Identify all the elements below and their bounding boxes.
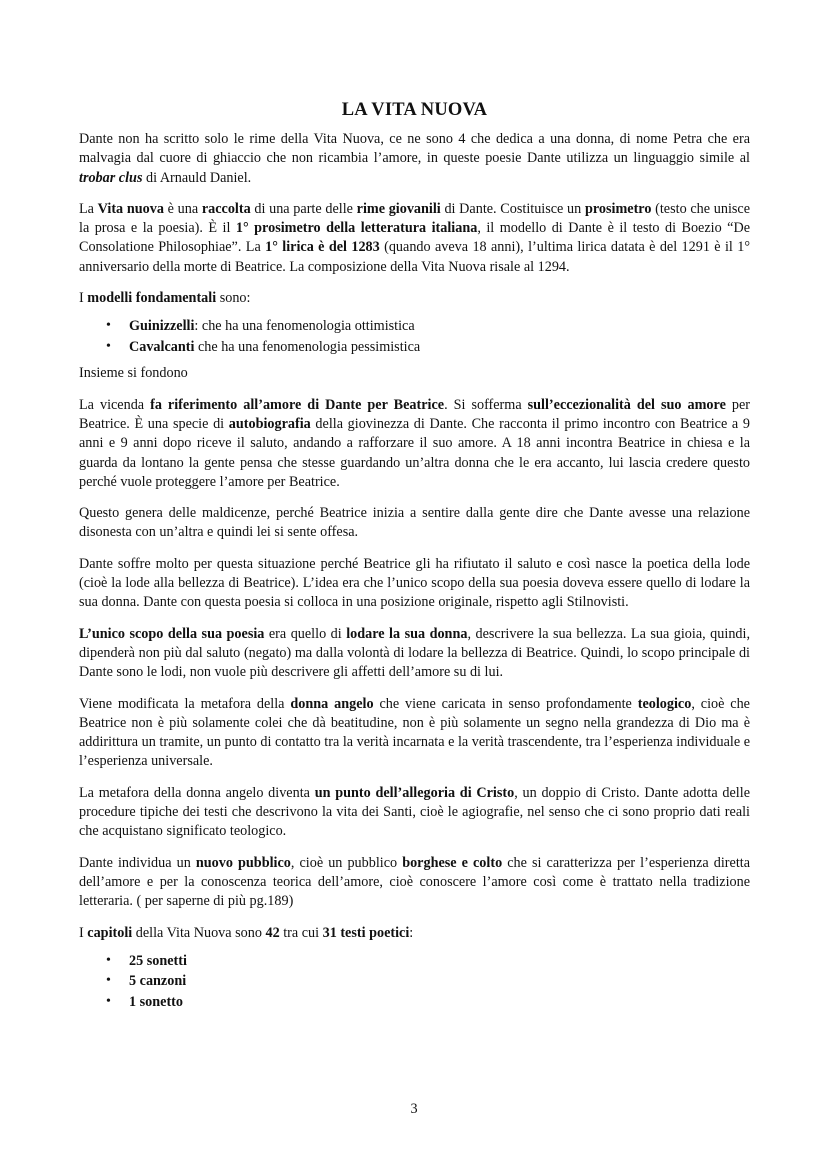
- bold-text: borghese e colto: [402, 854, 503, 871]
- bold-text: prosimetro: [584, 200, 652, 217]
- text-run: . Si sofferma: [444, 396, 528, 413]
- text-run: Viene modificata la metafora della: [79, 695, 291, 712]
- text-run: della Vita Nuova sono: [132, 924, 266, 941]
- text-run: Insieme si fondono: [79, 365, 188, 382]
- bold-text: L’unico scopo della sua poesia: [79, 625, 265, 642]
- text-run: La metafora della donna angelo diventa: [79, 784, 315, 801]
- body-top: [79, 130, 750, 308]
- text-run: è una: [163, 200, 202, 217]
- bold-text: trobar clus: [79, 169, 143, 186]
- bold-text: fa riferimento all’amore di Dante per Beatrice: [150, 396, 445, 413]
- text-run: che si caratterizza per l’esperienza diretta dell’amore e per la conoscenza teorica dell’amore, cioè conoscere l’amore così come è trattato nella tradizione letteraria. ( per saperne di più pg.189): [79, 854, 751, 910]
- bold-text: 5 canzoni: [129, 973, 187, 990]
- body-bottom: [79, 364, 750, 942]
- paragraph: [79, 364, 750, 383]
- bold-text: sull’eccezionalità del suo amore: [527, 396, 726, 413]
- text-run: di Arnauld Daniel.: [142, 169, 252, 186]
- text-run: che viene caricata in senso profondamente: [373, 695, 638, 712]
- list-item: [79, 337, 750, 358]
- text-run: di Dante. Costituisce un: [440, 200, 585, 217]
- bold-text: 25 sonetti: [129, 952, 187, 969]
- bold-text: 31 testi poetici: [322, 924, 410, 941]
- text-run: (quando aveva 18 anni), l’ultima lirica datata è del 1291 è il 1° anniversario della morte di Beatrice. La composizione della Vita Nuova risale al 1294.: [79, 239, 750, 275]
- bold-text: modelli fondamentali: [87, 290, 217, 307]
- bold-text: 1° prosimetro della letteratura italiana: [235, 220, 478, 237]
- text-run: della giovinezza di Dante. Che racconta il primo incontro con Beatrice a 9 anni e 9 anni dopo riceve il saluto, andando a rafforzare il suo amore. A 18 anni incontra Beatrice in chiesa e la guarda da lontano la gente pensa che stesse guardando un’altra donna che le era accanto, lui lascia credere questo perché vuole proteggere l’amore per Beatrice.: [79, 415, 750, 490]
- page-number: 3: [410, 1101, 418, 1117]
- bold-text: nuovo pubblico: [195, 854, 291, 871]
- list-item: [79, 951, 750, 972]
- bold-text: Vita nuova: [97, 200, 164, 217]
- page-title: LA VITA NUOVA: [341, 100, 488, 120]
- bold-text: donna angelo: [290, 695, 374, 712]
- text-run: I: [79, 290, 88, 307]
- text-run: sono:: [216, 290, 251, 307]
- text-run: di una parte delle: [250, 200, 357, 217]
- text-run: , descrivere la sua bellezza. La sua gioia, quindi, dipenderà non più dal saluto (negato) ma dalla volontà di lodare la bellezza di Beatrice. Quindi, lo scopo principale di Dante sono le lodi, non vuole più descrivere gli affetti dell’amore su di lui.: [79, 625, 750, 681]
- bold-text: rime giovanili: [356, 200, 441, 217]
- paragraph: [79, 625, 750, 683]
- document-page: [79, 100, 750, 1019]
- text-run: , cioè un pubblico: [290, 854, 403, 871]
- paragraph: [79, 784, 750, 842]
- text-run: era quello di: [264, 625, 347, 642]
- text-run: , cioè che Beatrice non è più solamente colei che dà beatitudine, non è più solamente un segno nella grandezza di Dio ma è addirittura un tramite, un punto di contatto tra la verità incarnata e la verità trascendente, tra l’esperienza individuale e l’esperienza universale.: [79, 695, 750, 770]
- paragraph: [79, 289, 750, 308]
- paragraph: [79, 504, 750, 543]
- text-run: La: [79, 200, 98, 217]
- bold-text: capitoli: [87, 924, 133, 941]
- bold-text: teologico: [637, 695, 692, 712]
- bold-text: 1° lirica è del 1283: [265, 239, 380, 256]
- bold-text: autobiografia: [228, 415, 311, 432]
- bold-text: Guinizzelli: [129, 318, 195, 335]
- text-run: (testo che unisce la prosa e la poesia). È il: [79, 200, 751, 237]
- text-run: Dante soffre molto per questa situazione perché Beatrice gli ha rifiutato il saluto e così nasce la poetica della lode (cioè la lode alla bellezza di Beatrice). L’idea era che l’unico scopo della sua poesia doveva essere quello di lodare la sua donna. Dante con questa poesia si colloca in una posizione originale, rispetto agli Stilnovisti.: [79, 555, 750, 611]
- list-item: [79, 316, 750, 337]
- text-run: , il modello di Dante è il testo di Boezio “De Consolatione Philosophiae”. La: [79, 220, 750, 256]
- bold-text: un punto dell’allegoria di Cristo: [314, 784, 515, 801]
- text-run: I: [79, 924, 88, 941]
- text-run: , un doppio di Cristo. Dante adotta delle procedure tipiche dei testi che descrivono la vita dei Santi, cioè le agiografie, nel senso che ci sono proprio dati reali che acquistano significato teologico.: [79, 784, 750, 840]
- text-run: che ha una fenomenologia pessimistica: [194, 338, 421, 355]
- bold-text: raccolta: [201, 200, 251, 217]
- paragraph: [79, 555, 750, 613]
- bold-text: lodare la sua donna: [346, 625, 468, 642]
- bold-text: Cavalcanti: [129, 338, 195, 355]
- list-item: [79, 971, 750, 992]
- text-run: La vicenda: [79, 396, 151, 413]
- paragraph: [79, 854, 750, 912]
- bold-text: 1 sonetto: [129, 993, 183, 1010]
- text-run: per Beatrice. È una specie di: [79, 396, 750, 432]
- paragraph: [79, 924, 750, 943]
- paragraph: [79, 200, 750, 277]
- text-run: Questo genera delle maldicenze, perché Beatrice inizia a sentire dalla gente dire che Dante avesse una relazione disonesta con un’altra e quindi lei si sente offesa.: [79, 505, 750, 541]
- bold-text: 42: [265, 924, 280, 941]
- paragraph: [79, 130, 750, 188]
- text-run: :: [409, 924, 414, 941]
- text-run: tra cui: [279, 924, 323, 941]
- paragraph: [79, 695, 750, 772]
- paragraph: [79, 396, 750, 492]
- text-run: : che ha una fenomenologia ottimistica: [194, 318, 415, 335]
- text-run: Dante non ha scritto solo le rime della Vita Nuova, ce ne sono 4 che dedica a una donna, di nome Petra che era malvagia dal cuore di ghiaccio che non ricambia l’amore, in queste poesie Dante utilizza un linguaggio simile al: [79, 131, 750, 167]
- models-list: [79, 316, 750, 357]
- list-item: [79, 992, 750, 1013]
- texts-list: [79, 951, 750, 1013]
- text-run: Dante individua un: [79, 854, 196, 871]
